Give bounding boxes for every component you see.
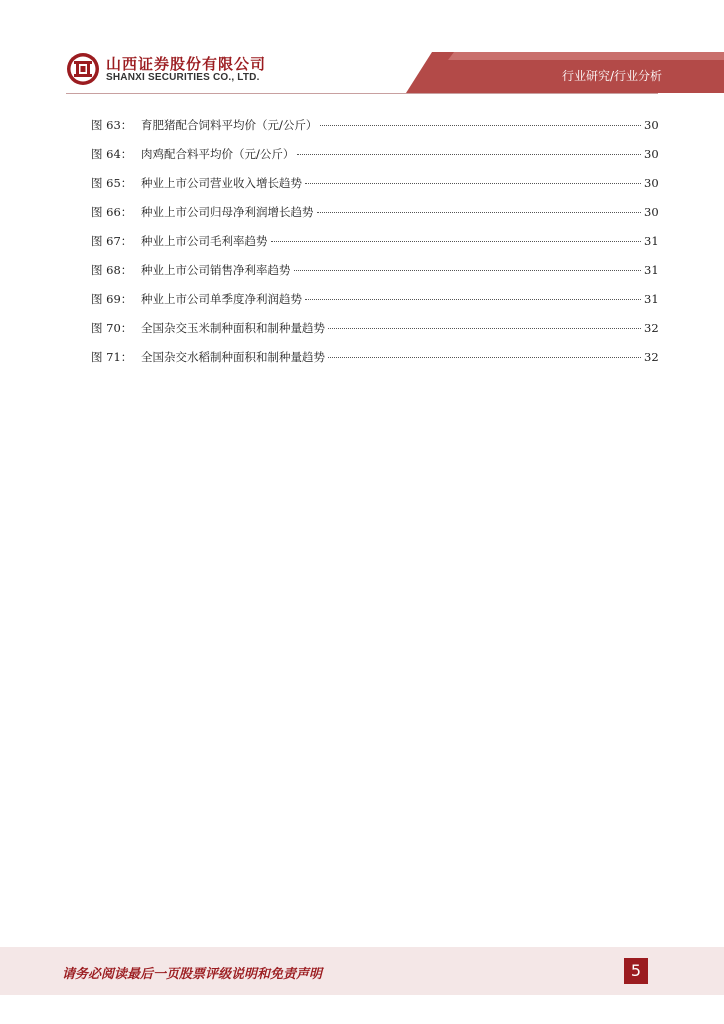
- toc-figure-label: 图 70：: [91, 321, 133, 335]
- toc-figure-label: 图 65：: [91, 176, 133, 190]
- toc-entry[interactable]: [91, 232, 658, 261]
- toc-page-number: 31: [644, 292, 659, 306]
- toc-figure-label: 图 67：: [91, 234, 133, 248]
- toc-entry[interactable]: [91, 203, 658, 232]
- toc-entry[interactable]: [91, 319, 658, 348]
- toc-leader-dots: [328, 356, 641, 358]
- toc-figure-title: 种业上市公司单季度净利润趋势: [141, 292, 302, 306]
- company-name-cn: 山西证券股份有限公司: [106, 55, 267, 73]
- toc-figure-title: 肉鸡配合料平均价（元/公斤）: [141, 147, 295, 161]
- toc-figure-label: 图 64：: [91, 147, 133, 161]
- header-divider: [66, 93, 658, 94]
- toc-leader-dots: [320, 124, 641, 126]
- toc-leader-dots: [305, 298, 641, 300]
- toc-page-number: 32: [644, 350, 659, 364]
- toc-figure-label: 图 66：: [91, 205, 133, 219]
- toc-page-number: 32: [644, 321, 659, 335]
- toc-entry[interactable]: [91, 348, 658, 377]
- section-label: 行业研究/行业分析: [561, 69, 662, 83]
- toc-figure-label: 图 71：: [91, 350, 133, 364]
- figure-list: [91, 116, 658, 377]
- toc-page-number: 30: [644, 147, 659, 161]
- toc-entry[interactable]: [91, 290, 658, 319]
- toc-entry[interactable]: [91, 174, 658, 203]
- toc-figure-label: 图 69：: [91, 292, 133, 306]
- toc-entry[interactable]: [91, 145, 658, 174]
- toc-entry[interactable]: [91, 116, 658, 145]
- toc-page-number: 30: [644, 205, 659, 219]
- toc-page-number: 31: [644, 234, 659, 248]
- toc-figure-title: 种业上市公司毛利率趋势: [141, 234, 268, 248]
- toc-page-number: 30: [644, 176, 659, 190]
- page-header: [0, 0, 724, 100]
- toc-figure-label: 图 68：: [91, 263, 133, 277]
- toc-figure-title: 种业上市公司营业收入增长趋势: [141, 176, 302, 190]
- toc-leader-dots: [294, 269, 642, 271]
- toc-figure-title: 种业上市公司销售净利率趋势: [141, 263, 291, 277]
- toc-leader-dots: [317, 211, 642, 213]
- toc-leader-dots: [297, 153, 641, 155]
- toc-figure-title: 育肥猪配合饲料平均价（元/公斤）: [141, 118, 318, 132]
- page-number: 5: [624, 958, 648, 984]
- toc-page-number: 31: [644, 263, 659, 277]
- toc-figure-title: 全国杂交水稻制种面积和制种量趋势: [141, 350, 325, 364]
- toc-figure-label: 图 63：: [91, 118, 133, 132]
- toc-leader-dots: [328, 327, 641, 329]
- toc-figure-title: 全国杂交玉米制种面积和制种量趋势: [141, 321, 325, 335]
- company-name-en: SHANXI SECURITIES CO., LTD.: [106, 72, 260, 83]
- toc-leader-dots: [305, 182, 641, 184]
- toc-figure-title: 种业上市公司归母净利润增长趋势: [141, 205, 314, 219]
- section-banner: [0, 0, 724, 100]
- disclaimer-notice: 请务必阅读最后一页股票评级说明和免责声明: [62, 967, 323, 982]
- toc-page-number: 30: [644, 118, 659, 132]
- toc-entry[interactable]: [91, 261, 658, 290]
- toc-leader-dots: [271, 240, 642, 242]
